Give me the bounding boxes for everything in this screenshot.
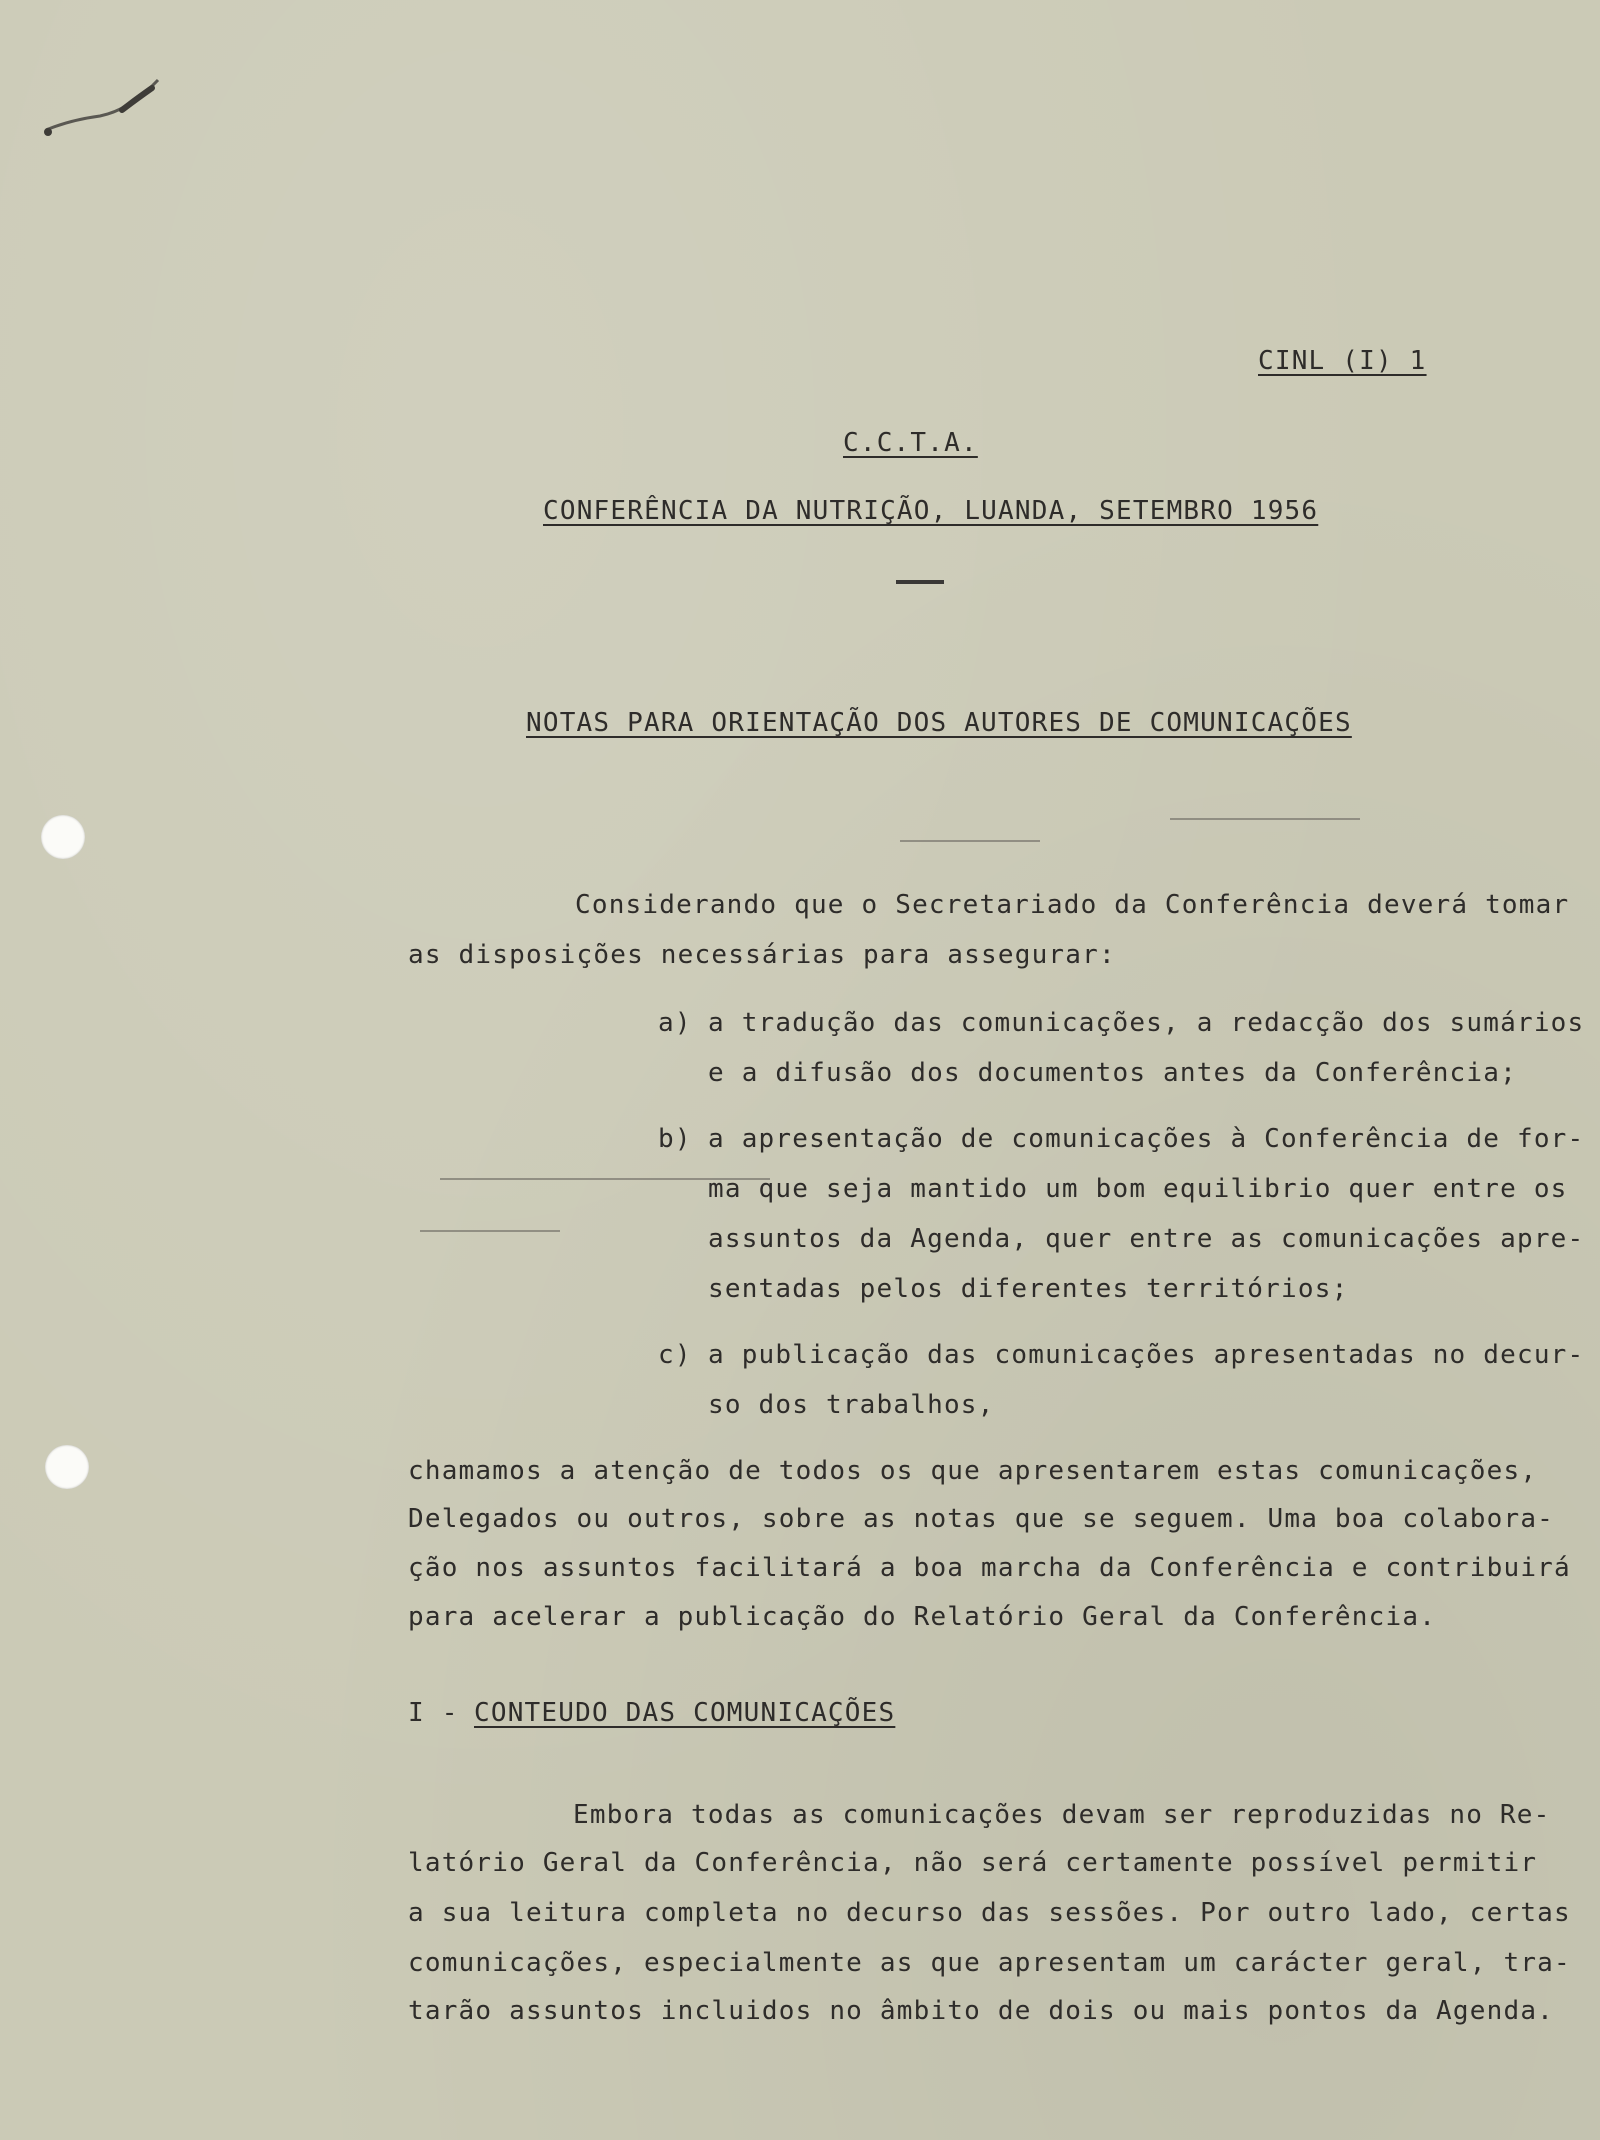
document-reference: CINL (I) 1 [1258, 346, 1427, 376]
punch-hole-top [41, 815, 85, 859]
body-line: ção nos assuntos facilitará a boa marcha da Conferência e contribuirá [408, 1553, 1571, 1583]
list-item-label: c) [658, 1340, 692, 1370]
conference-heading: CONFERÊNCIA DA NUTRIÇÃO, LUANDA, SETEMBRO 1956 [543, 496, 1319, 526]
section-line: a sua leitura completa no decurso das sessões. Por outro lado, certas [408, 1898, 1571, 1928]
intro-line: as disposições necessárias para assegurar: [408, 940, 1116, 970]
section-line: tarão assuntos incluidos no âmbito de dois ou mais pontos da Agenda. [408, 1996, 1555, 2026]
body-line: Delegados ou outros, sobre as notas que se seguem. Uma boa colabora- [408, 1504, 1555, 1534]
staple-mark-icon [40, 70, 170, 150]
section-number: I - [408, 1698, 459, 1728]
list-item-label: b) [658, 1124, 692, 1154]
organization-name: C.C.T.A. [843, 428, 978, 458]
stray-mark [900, 840, 1040, 842]
list-item-line: so dos trabalhos, [708, 1390, 995, 1420]
stray-mark [1170, 818, 1360, 820]
list-item-line: ma que seja mantido um bom equilibrio quer entre os [708, 1174, 1568, 1204]
stray-mark [420, 1230, 560, 1232]
document-title: NOTAS PARA ORIENTAÇÃO DOS AUTORES DE COMUNICAÇÕES [526, 708, 1352, 738]
body-line: chamamos a atenção de todos os que apresentarem estas comunicações, [408, 1456, 1538, 1486]
list-item-label: a) [658, 1008, 692, 1038]
list-item-line: a publicação das comunicações apresentadas no decur- [708, 1340, 1585, 1370]
punch-hole-bottom [45, 1445, 89, 1489]
list-item-line: assuntos da Agenda, quer entre as comunicações apre- [708, 1224, 1585, 1254]
intro-line: Considerando que o Secretariado da Conferência deverá tomar [575, 890, 1570, 920]
body-line: para acelerar a publicação do Relatório Geral da Conferência. [408, 1602, 1437, 1632]
section-title: CONTEUDO DAS COMUNICAÇÕES [474, 1698, 896, 1728]
list-item-line: sentadas pelos diferentes territórios; [708, 1274, 1349, 1304]
section-line: latório Geral da Conferência, não será certamente possível permitir [408, 1848, 1538, 1878]
list-item-line: e a difusão dos documentos antes da Conferência; [708, 1058, 1517, 1088]
list-item-line: a tradução das comunicações, a redacção dos sumários [708, 1008, 1585, 1038]
section-line: comunicações, especialmente as que apresentam um carácter geral, tra- [408, 1948, 1571, 1978]
list-item-line: a apresentação de comunicações à Conferência de for- [708, 1124, 1585, 1154]
section-line: Embora todas as comunicações devam ser reproduzidas no Re- [573, 1800, 1551, 1830]
separator-dash [896, 580, 944, 584]
